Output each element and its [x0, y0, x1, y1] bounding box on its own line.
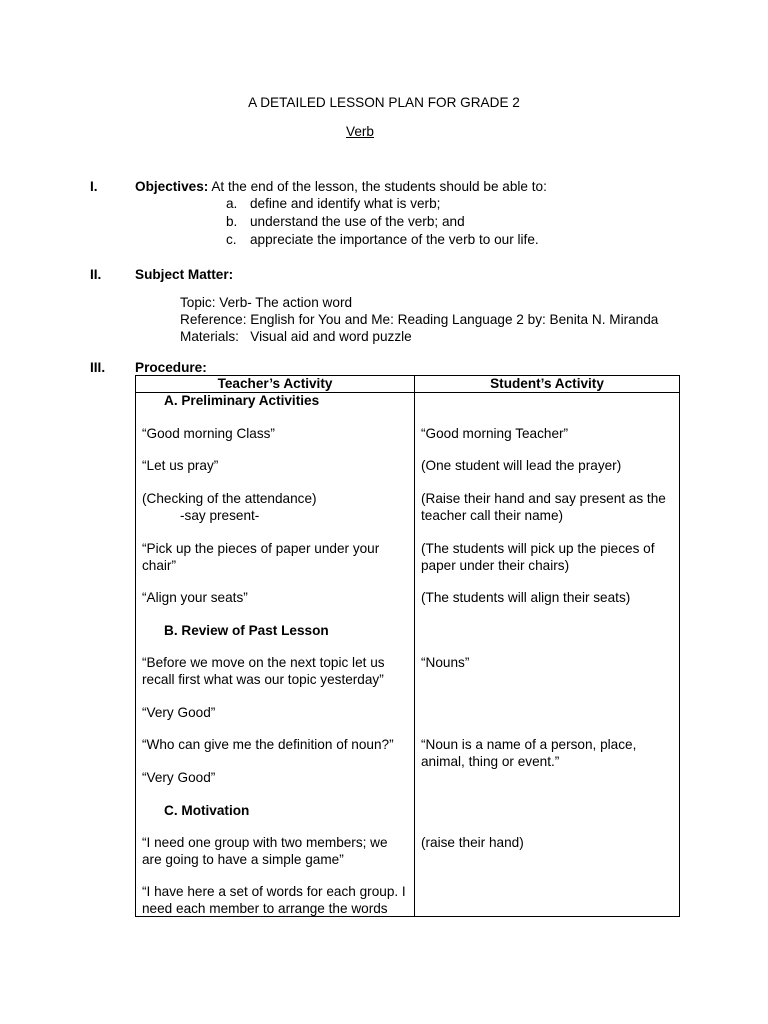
objectives-heading: Objectives:: [135, 179, 209, 194]
document-title: A DETAILED LESSON PLAN FOR GRADE 2: [248, 95, 520, 110]
teacher-line: “Pick up the pieces of paper under your chair”: [142, 541, 380, 573]
objective-marker-c: c.: [226, 232, 237, 247]
objective-marker-b: b.: [226, 214, 238, 229]
section-review-of-past-lesson: B. Review of Past Lesson: [164, 623, 329, 638]
procedure-table-body-row: [136, 393, 680, 917]
student-line: (The students will pick up the pieces of paper under their chairs): [421, 541, 655, 573]
subject-topic: Topic: Verb- The action word: [180, 295, 353, 310]
student-line: (The students will align their seats): [421, 590, 631, 605]
teacher-line: “Good morning Class”: [142, 426, 275, 441]
teacher-activity-cell: [136, 393, 415, 917]
teacher-line: “Let us pray”: [142, 458, 219, 473]
objectives-numeral: I.: [90, 179, 98, 194]
objectives-intro: At the end of the lesson, the students should be able to:: [208, 179, 547, 194]
student-line: “Good morning Teacher”: [421, 426, 569, 441]
student-line: (Raise their hand and say present as the teacher call their name): [421, 491, 666, 523]
objectives-line: [135, 178, 547, 195]
teacher-line: “I have here a set of words for each group. I need each member to arrange the words: [142, 884, 406, 916]
objective-item-b: understand the use of the verb; and: [250, 214, 465, 229]
procedure-numeral: III.: [90, 360, 106, 375]
objective-item-c: appreciate the importance of the verb to our life.: [250, 232, 539, 247]
section-motivation: C. Motivation: [164, 803, 250, 818]
teacher-line: “I need one group with two members; we are going to have a simple game”: [142, 835, 388, 867]
document-subtitle: Verb: [346, 124, 374, 139]
procedure-table-header-row: [136, 376, 680, 393]
student-activity-header: Student’s Activity: [415, 376, 680, 393]
teacher-line: “Very Good”: [142, 705, 216, 720]
teacher-line: “Very Good”: [142, 770, 216, 785]
student-line: (raise their hand): [421, 835, 524, 850]
subject-matter-numeral: II.: [90, 267, 102, 282]
teacher-activity-header: Teacher’s Activity: [136, 376, 415, 393]
procedure-table: [135, 375, 680, 917]
student-line: “Nouns”: [421, 655, 470, 670]
teacher-line: “Before we move on the next topic let us recall first what was our topic yesterday”: [142, 655, 385, 687]
procedure-heading: Procedure:: [135, 360, 207, 375]
subject-reference: Reference: English for You and Me: Reading Language 2 by: Benita N. Miranda: [180, 312, 659, 327]
teacher-line: (Checking of the attendance): [142, 491, 317, 506]
teacher-line: “Who can give me the definition of noun?”: [142, 737, 394, 752]
student-line: (One student will lead the prayer): [421, 458, 622, 473]
subject-materials: Materials: Visual aid and word puzzle: [180, 329, 412, 344]
objective-item-a: define and identify what is verb;: [250, 196, 441, 211]
student-activity-cell: [415, 393, 680, 917]
subject-matter-heading: Subject Matter:: [135, 267, 234, 282]
student-line: “Noun is a name of a person, place, animal, thing or event.”: [421, 737, 637, 769]
teacher-line: “Align your seats”: [142, 590, 248, 605]
teacher-line-indented: -say present-: [180, 508, 260, 523]
objective-marker-a: a.: [226, 196, 238, 211]
section-preliminary-activities: A. Preliminary Activities: [164, 393, 320, 408]
